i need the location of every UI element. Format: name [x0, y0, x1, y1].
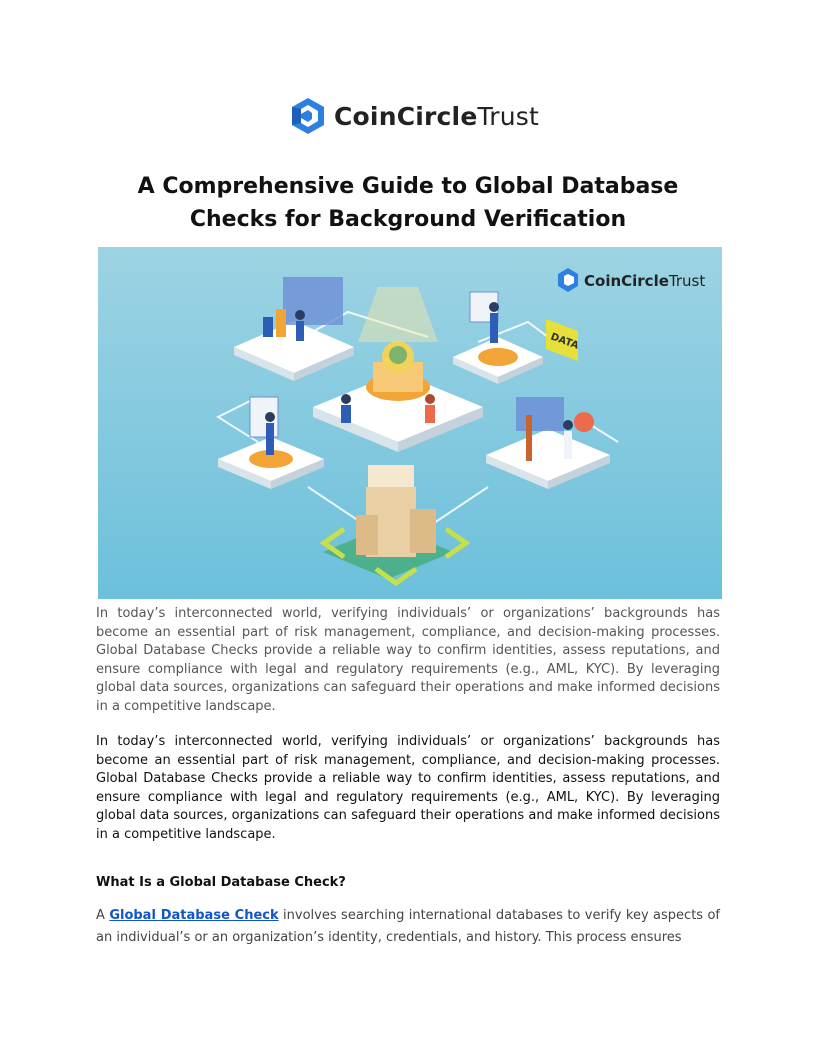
para3-rest: involves searching international databases to verify key aspects of an individual’s or an organization’s identity, credentials, and history. This process ensures — [96, 908, 720, 945]
title-line-1: A Comprehensive Guide to Global Database — [137, 174, 679, 199]
global-database-check-link[interactable]: Global Database Check — [109, 908, 279, 923]
title-line-2: Checks for Background Verification — [189, 207, 627, 232]
brand-logo — [290, 96, 539, 136]
intro-paragraph-1: In today’s interconnected world, verifying individuals’ or organizations’ backgrounds has become an essential part of risk management, compliance, and decision-making processes. Global Database Checks provide a reliable way to confirm identities, assess reputations, and ensure compliance with legal and regulatory requirements (e.g., AML, KYC). By leveraging global data sources, organizations can safeguard their operations and make informed decisions in a competitive landscape. — [96, 606, 720, 714]
section-heading: What Is a Global Database Check? — [96, 875, 346, 890]
para3-prefix: A — [96, 908, 110, 923]
coincircle-logo-icon — [290, 97, 326, 135]
definition-paragraph — [96, 905, 720, 949]
svg-text:DATA: DATA — [548, 331, 581, 352]
hero-illustration — [98, 247, 722, 599]
svg-text:CoinCircleTrust: CoinCircleTrust — [584, 272, 706, 290]
document-title — [96, 170, 720, 236]
intro-paragraph-2: In today’s interconnected world, verifying individuals’ or organizations’ backgrounds has become an essential part of risk management, compliance, and decision-making processes. Global Database Checks provide a reliable way to confirm identities, assess reputations, and ensure compliance with legal and regulatory requirements (e.g., AML, KYC). By leveraging global data sources, organizations can safeguard their operations and make informed decisions in a competitive landscape. — [96, 734, 720, 842]
brand-wordmark: CoinCircleTrust — [334, 101, 540, 131]
